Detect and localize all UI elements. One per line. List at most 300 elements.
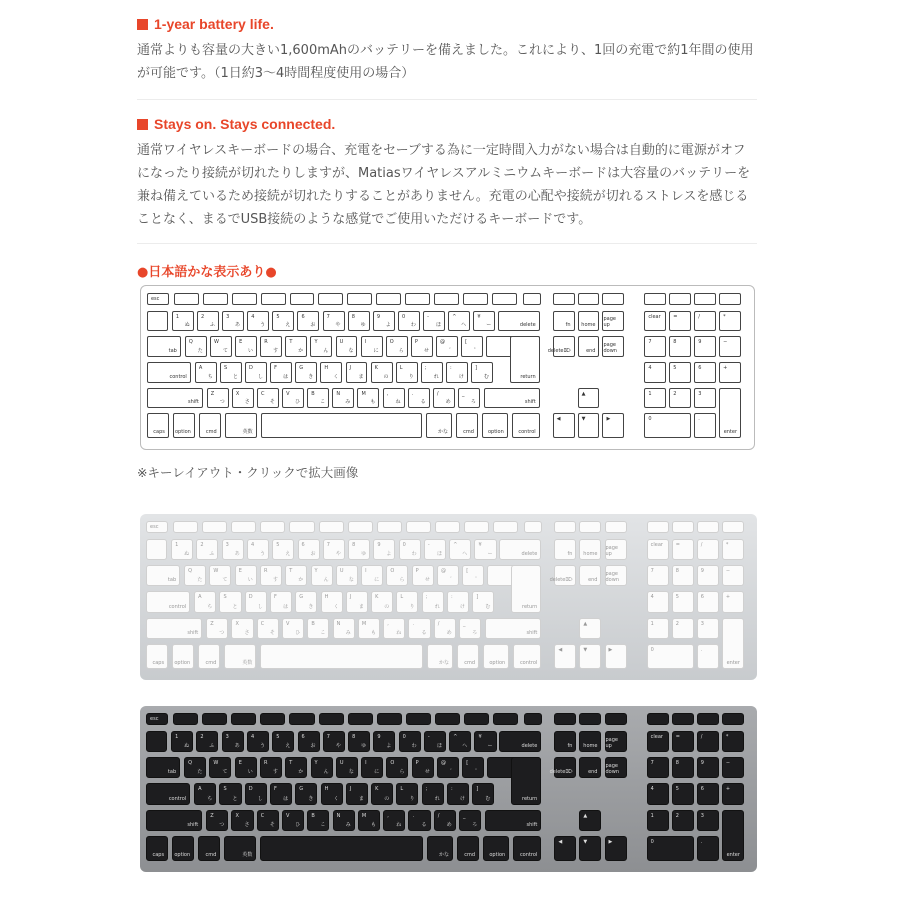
key-fn: fn — [554, 731, 576, 752]
key-return: return — [511, 565, 541, 612]
key-option-right: option — [482, 413, 508, 438]
key-row4: C そ — [257, 388, 279, 409]
key-row3: F は — [270, 783, 292, 804]
key-numpad: * — [722, 539, 744, 560]
key-tab: tab — [147, 336, 181, 357]
key-caps: caps — [146, 644, 168, 669]
key-row1: ^ へ — [449, 539, 471, 560]
key-row2: P せ — [412, 565, 434, 586]
key-caps: caps — [146, 836, 168, 861]
key-numpad-zero: 0 — [647, 836, 694, 861]
key-function — [347, 293, 372, 305]
key-row1: 5 え — [272, 731, 294, 752]
key-esc: esc — [146, 521, 168, 533]
key-row1: 7 や — [323, 539, 345, 560]
key-function — [231, 713, 256, 725]
key-clear: clear — [647, 731, 669, 752]
key-numpad: 6 — [694, 362, 716, 383]
key-function — [261, 293, 286, 305]
key-row4: , ね — [383, 388, 405, 409]
key-row4: N み — [332, 388, 354, 409]
key-row4: . る — [408, 618, 430, 639]
key-row1: 4 う — [247, 539, 269, 560]
key-row1: 9 よ — [373, 311, 395, 332]
key-row2: W て — [209, 757, 231, 778]
key-cmd-left: cmd — [198, 644, 220, 669]
key-row3: S と — [219, 591, 241, 612]
key-row1: 2 ふ — [197, 311, 219, 332]
key-row2: O ら — [386, 565, 408, 586]
key-page-up: page up — [605, 539, 627, 560]
key-numpad: − — [722, 565, 744, 586]
arrow-left-key: ◀ — [554, 836, 576, 861]
key-function — [406, 713, 431, 725]
key-function — [554, 713, 576, 725]
key-control-right: control — [512, 413, 540, 438]
key-numpad: = — [672, 539, 694, 560]
key-numpad: 5 — [669, 362, 691, 383]
key-delete-forward: delete⌦ — [554, 757, 576, 778]
key-row3: ] む — [472, 783, 494, 804]
key-row2: @ ゛ — [437, 757, 459, 778]
connected-heading: Stays on. Stays connected. — [137, 116, 757, 132]
key-function — [463, 293, 488, 305]
key-numpad: 5 — [672, 783, 694, 804]
key-row4: X さ — [232, 388, 254, 409]
key-page-down: page down — [605, 565, 627, 586]
arrow-right-key: ▶ — [602, 413, 624, 438]
key-function — [434, 293, 459, 305]
key-row1: 6 お — [298, 731, 320, 752]
key-numpad: 7 — [647, 565, 669, 586]
arrow-up-key: ▲ — [579, 810, 601, 831]
key-kana: かな — [427, 644, 453, 669]
key-delete: delete — [499, 731, 541, 752]
key-shift-left: shift — [146, 618, 202, 639]
key-row1: - ほ — [424, 731, 446, 752]
key-function — [647, 713, 669, 725]
key-enter: enter — [722, 618, 744, 669]
key-row3: A ち — [195, 362, 217, 383]
key-numpad: 2 — [672, 618, 694, 639]
key-page-up: page up — [602, 311, 624, 332]
key-cmd-left: cmd — [198, 836, 220, 861]
key-option-left: option — [173, 413, 195, 438]
key-enter: enter — [722, 810, 744, 861]
key-shift-right: shift — [485, 810, 541, 831]
key-row2: @ ゛ — [436, 336, 458, 357]
key-row1: 7 や — [323, 311, 345, 332]
key-row3: H く — [321, 783, 343, 804]
key-numpad: = — [672, 731, 694, 752]
key-numpad: / — [694, 311, 716, 332]
layout-caption[interactable]: ※キーレイアウト・クリックで拡大画像 — [137, 465, 359, 480]
key-function — [672, 713, 694, 725]
key-row1: 8 ゆ — [348, 311, 370, 332]
key-function — [348, 521, 373, 533]
key-row2: @ ゛ — [437, 565, 459, 586]
key-numpad: 3 — [694, 388, 716, 409]
key-row1: 1 ぬ — [171, 731, 193, 752]
arrow-left-key: ◀ — [553, 413, 575, 438]
key-row3: D し — [245, 783, 267, 804]
key-function — [260, 713, 285, 725]
key-row1: 6 お — [298, 539, 320, 560]
key-row2: W て — [210, 336, 232, 357]
key-row2: I に — [361, 336, 383, 357]
key-numpad: − — [719, 336, 741, 357]
key-function — [173, 521, 198, 533]
key-cmd-right: cmd — [457, 644, 479, 669]
key-row2: Y ん — [311, 757, 333, 778]
key-row2: U な — [336, 565, 358, 586]
key-row3: : け — [447, 591, 469, 612]
key-page-up: page up — [605, 731, 627, 752]
key-row3: G き — [295, 783, 317, 804]
key-function — [406, 521, 431, 533]
key-row3: F は — [270, 362, 292, 383]
key-function — [319, 521, 344, 533]
key-row3: G き — [295, 591, 317, 612]
key-caps: caps — [147, 413, 169, 438]
key-numpad: 6 — [697, 591, 719, 612]
key-row3: : け — [446, 362, 468, 383]
key-numpad: . — [697, 836, 719, 861]
key-eject — [524, 713, 542, 725]
key-row2: P せ — [411, 336, 433, 357]
key-row4: . る — [408, 388, 430, 409]
key-numpad: 1 — [647, 618, 669, 639]
key-grave — [146, 539, 167, 560]
key-row4: Z つ — [206, 618, 228, 639]
key-numpad: + — [722, 591, 744, 612]
key-row4: / め — [433, 388, 455, 409]
key-row4: B こ — [307, 618, 329, 639]
key-numpad: 4 — [647, 591, 669, 612]
layout-label: ●日本語かな表示あり● — [137, 265, 277, 280]
keyboard-silver-photo — [140, 514, 757, 680]
key-row2: O ら — [386, 757, 408, 778]
key-clear: clear — [644, 311, 666, 332]
key-delete-forward: delete⌦ — [553, 336, 575, 357]
key-row2: [ ゜ — [461, 336, 483, 357]
key-row1: 0 わ — [398, 311, 420, 332]
square-bullet-icon — [137, 119, 148, 130]
key-control-right: control — [513, 836, 541, 861]
key-function — [672, 521, 694, 533]
key-row2: I に — [361, 565, 383, 586]
key-row2: W て — [209, 565, 231, 586]
key-function — [644, 293, 666, 305]
key-function — [202, 713, 227, 725]
key-function — [203, 293, 228, 305]
key-row4: V ひ — [282, 388, 304, 409]
key-control: control — [146, 783, 190, 804]
key-function — [493, 713, 518, 725]
key-function — [694, 293, 716, 305]
key-row3: A ち — [194, 591, 216, 612]
key-eject — [523, 293, 541, 305]
key-function — [232, 293, 257, 305]
key-function — [435, 713, 460, 725]
key-row3: L り — [396, 591, 418, 612]
key-numpad: 8 — [672, 757, 694, 778]
key-row1: - ほ — [423, 311, 445, 332]
key-row4: / め — [434, 810, 456, 831]
key-row3: H く — [321, 591, 343, 612]
key-row4: N み — [333, 810, 355, 831]
key-numpad: 4 — [647, 783, 669, 804]
key-row2: R す — [260, 565, 282, 586]
key-row4: , ね — [383, 618, 405, 639]
key-control-right: control — [513, 644, 541, 669]
key-row3: ; れ — [421, 362, 443, 383]
key-numpad: 9 — [697, 757, 719, 778]
key-row3: D し — [245, 362, 267, 383]
key-cmd-left: cmd — [199, 413, 221, 438]
key-delete: delete — [499, 539, 541, 560]
key-row3: J ま — [346, 591, 368, 612]
key-function — [605, 713, 627, 725]
key-control: control — [146, 591, 190, 612]
key-eisu: 英数 — [224, 644, 256, 669]
key-row3: A ち — [194, 783, 216, 804]
key-function — [578, 293, 600, 305]
key-row2: U な — [336, 757, 358, 778]
key-numpad: 1 — [644, 388, 666, 409]
key-function — [722, 713, 744, 725]
key-row2: R す — [260, 336, 282, 357]
key-row2: U な — [336, 336, 358, 357]
arrow-left-key: ◀ — [554, 644, 576, 669]
key-function — [174, 293, 199, 305]
key-function — [319, 713, 344, 725]
key-row3: ; れ — [422, 591, 444, 612]
key-numpad: 9 — [694, 336, 716, 357]
key-row2: E い — [235, 336, 257, 357]
key-function — [464, 521, 489, 533]
key-row3: ] む — [472, 591, 494, 612]
keyboard-layout-diagram[interactable] — [140, 285, 755, 450]
key-shift-right: shift — [484, 388, 540, 409]
key-cmd-right: cmd — [457, 836, 479, 861]
arrow-down-key: ▼ — [579, 644, 601, 669]
key-row4: X さ — [231, 810, 253, 831]
key-numpad: . — [694, 413, 716, 438]
key-row3: J ま — [346, 783, 368, 804]
key-space — [261, 413, 422, 438]
key-row1: 0 わ — [399, 731, 421, 752]
key-row4: _ ろ — [459, 810, 481, 831]
arrow-down-key: ▼ — [578, 413, 600, 438]
key-shift-right: shift — [485, 618, 541, 639]
key-numpad: = — [669, 311, 691, 332]
key-option-left: option — [172, 644, 194, 669]
key-option-right: option — [483, 836, 509, 861]
key-fn: fn — [553, 311, 575, 332]
key-row1: 8 ゆ — [348, 539, 370, 560]
key-row3: D し — [245, 591, 267, 612]
key-option-right: option — [483, 644, 509, 669]
key-numpad: 8 — [672, 565, 694, 586]
key-numpad: . — [697, 644, 719, 669]
key-numpad: 2 — [669, 388, 691, 409]
key-row4: Z つ — [207, 388, 229, 409]
key-numpad-zero: 0 — [644, 413, 691, 438]
key-row3: S と — [220, 362, 242, 383]
key-function — [260, 521, 285, 533]
key-numpad: 3 — [697, 810, 719, 831]
key-esc: esc — [146, 713, 168, 725]
key-function — [605, 521, 627, 533]
key-function — [405, 293, 430, 305]
key-numpad: / — [697, 731, 719, 752]
key-option-left: option — [172, 836, 194, 861]
key-row2: E い — [235, 565, 257, 586]
key-cmd-right: cmd — [456, 413, 478, 438]
key-row3: S と — [219, 783, 241, 804]
key-numpad: 9 — [697, 565, 719, 586]
key-function — [377, 713, 402, 725]
key-grave — [147, 311, 168, 332]
key-row1: 9 よ — [373, 539, 395, 560]
key-return: return — [510, 336, 540, 382]
key-enter: enter — [719, 388, 741, 438]
key-row4: B こ — [307, 388, 329, 409]
key-esc: esc — [147, 293, 169, 305]
key-row4: V ひ — [282, 618, 304, 639]
key-row1: 4 う — [247, 731, 269, 752]
key-row3: H く — [320, 362, 342, 383]
key-row3: J ま — [346, 362, 368, 383]
key-row1: 3 あ — [222, 311, 244, 332]
key-row1: 1 ぬ — [172, 311, 194, 332]
key-numpad: 7 — [647, 757, 669, 778]
key-row3: K の — [371, 362, 393, 383]
key-row4: _ ろ — [459, 618, 481, 639]
key-function — [289, 713, 314, 725]
key-row3: F は — [270, 591, 292, 612]
key-function — [669, 293, 691, 305]
key-function — [553, 293, 575, 305]
battery-heading: 1-year battery life. — [137, 16, 757, 32]
key-row1: ¥ ー — [473, 311, 495, 332]
key-function — [602, 293, 624, 305]
key-row1: 5 え — [272, 311, 294, 332]
key-numpad: 6 — [697, 783, 719, 804]
key-numpad: 8 — [669, 336, 691, 357]
key-row3: ] む — [471, 362, 493, 383]
key-function — [697, 521, 719, 533]
key-numpad: / — [697, 539, 719, 560]
key-fn: fn — [554, 539, 576, 560]
key-function — [554, 521, 576, 533]
divider — [137, 243, 757, 244]
key-row4: B こ — [307, 810, 329, 831]
key-function — [722, 521, 744, 533]
key-row1: 7 や — [323, 731, 345, 752]
key-row1: 1 ぬ — [171, 539, 193, 560]
arrow-down-key: ▼ — [579, 836, 601, 861]
key-function — [647, 521, 669, 533]
key-row4: Z つ — [206, 810, 228, 831]
key-page-down: page down — [602, 336, 624, 357]
key-row1: 0 わ — [399, 539, 421, 560]
key-row1: - ほ — [424, 539, 446, 560]
key-row2: E い — [235, 757, 257, 778]
key-tab: tab — [146, 565, 180, 586]
key-end: end — [579, 757, 601, 778]
key-function — [231, 521, 256, 533]
connected-body: 通常ワイヤレスキーボードの場合、充電をセーブする為に一定時間入力がない場合は自動的に電源がオフになったり接続が切れたりしますが、Matiasワイヤレスアルミニウムキーボードは大容量のバッテリーを兼ね備えているため接続が切れたりすることがありません。充電の心配や接続が切れるストレスを感じることなく、まるでUSB接続のような感覚でご使用いただけるキーボードです。 — [137, 143, 751, 227]
key-row2: O ら — [386, 336, 408, 357]
battery-body: 通常よりも容量の大きい1,600mAhのバッテリーを備えました。これにより、1回の充電で約1年間の使用が可能です。（1日約3〜4時間程度使用の場合） — [137, 43, 754, 81]
key-function — [697, 713, 719, 725]
keyboard-spacegray-photo — [140, 706, 757, 872]
key-end: end — [579, 565, 601, 586]
key-function — [492, 293, 517, 305]
key-row3: L り — [396, 362, 418, 383]
key-space — [260, 644, 423, 669]
section-connected — [137, 116, 757, 231]
key-row1: 3 あ — [222, 539, 244, 560]
key-row1: ^ へ — [449, 731, 471, 752]
key-row2: Y ん — [310, 336, 332, 357]
key-row4: M も — [357, 388, 379, 409]
key-function — [318, 293, 343, 305]
key-tab: tab — [146, 757, 180, 778]
key-row1: 4 う — [247, 311, 269, 332]
key-row3: ; れ — [422, 783, 444, 804]
key-function — [464, 713, 489, 725]
key-numpad: + — [719, 362, 741, 383]
key-kana: かな — [427, 836, 453, 861]
key-row3: K の — [371, 783, 393, 804]
key-row3: L り — [396, 783, 418, 804]
key-home: home — [579, 731, 601, 752]
arrow-right-key: ▶ — [605, 836, 627, 861]
key-row4: C そ — [257, 810, 279, 831]
key-row1: 5 え — [272, 539, 294, 560]
key-row1: 2 ふ — [196, 731, 218, 752]
key-row1: ¥ ー — [474, 731, 496, 752]
key-numpad: − — [722, 757, 744, 778]
key-function — [579, 521, 601, 533]
key-home: home — [578, 311, 600, 332]
key-row2: R す — [260, 757, 282, 778]
key-numpad: 7 — [644, 336, 666, 357]
key-home: home — [579, 539, 601, 560]
key-row3: : け — [447, 783, 469, 804]
key-row1: ^ へ — [448, 311, 470, 332]
key-function — [289, 521, 314, 533]
key-function — [493, 521, 518, 533]
key-function — [376, 293, 401, 305]
key-row4: N み — [333, 618, 355, 639]
key-function — [719, 293, 741, 305]
key-grave — [146, 731, 167, 752]
key-row4: C そ — [257, 618, 279, 639]
key-function — [579, 713, 601, 725]
key-row1: 9 よ — [373, 731, 395, 752]
key-function — [377, 521, 402, 533]
key-row4: , ね — [383, 810, 405, 831]
key-row3: G き — [295, 362, 317, 383]
arrow-up-key: ▲ — [579, 618, 601, 639]
key-row2: T か — [285, 565, 307, 586]
key-numpad: 4 — [644, 362, 666, 383]
key-row1: 8 ゆ — [348, 731, 370, 752]
